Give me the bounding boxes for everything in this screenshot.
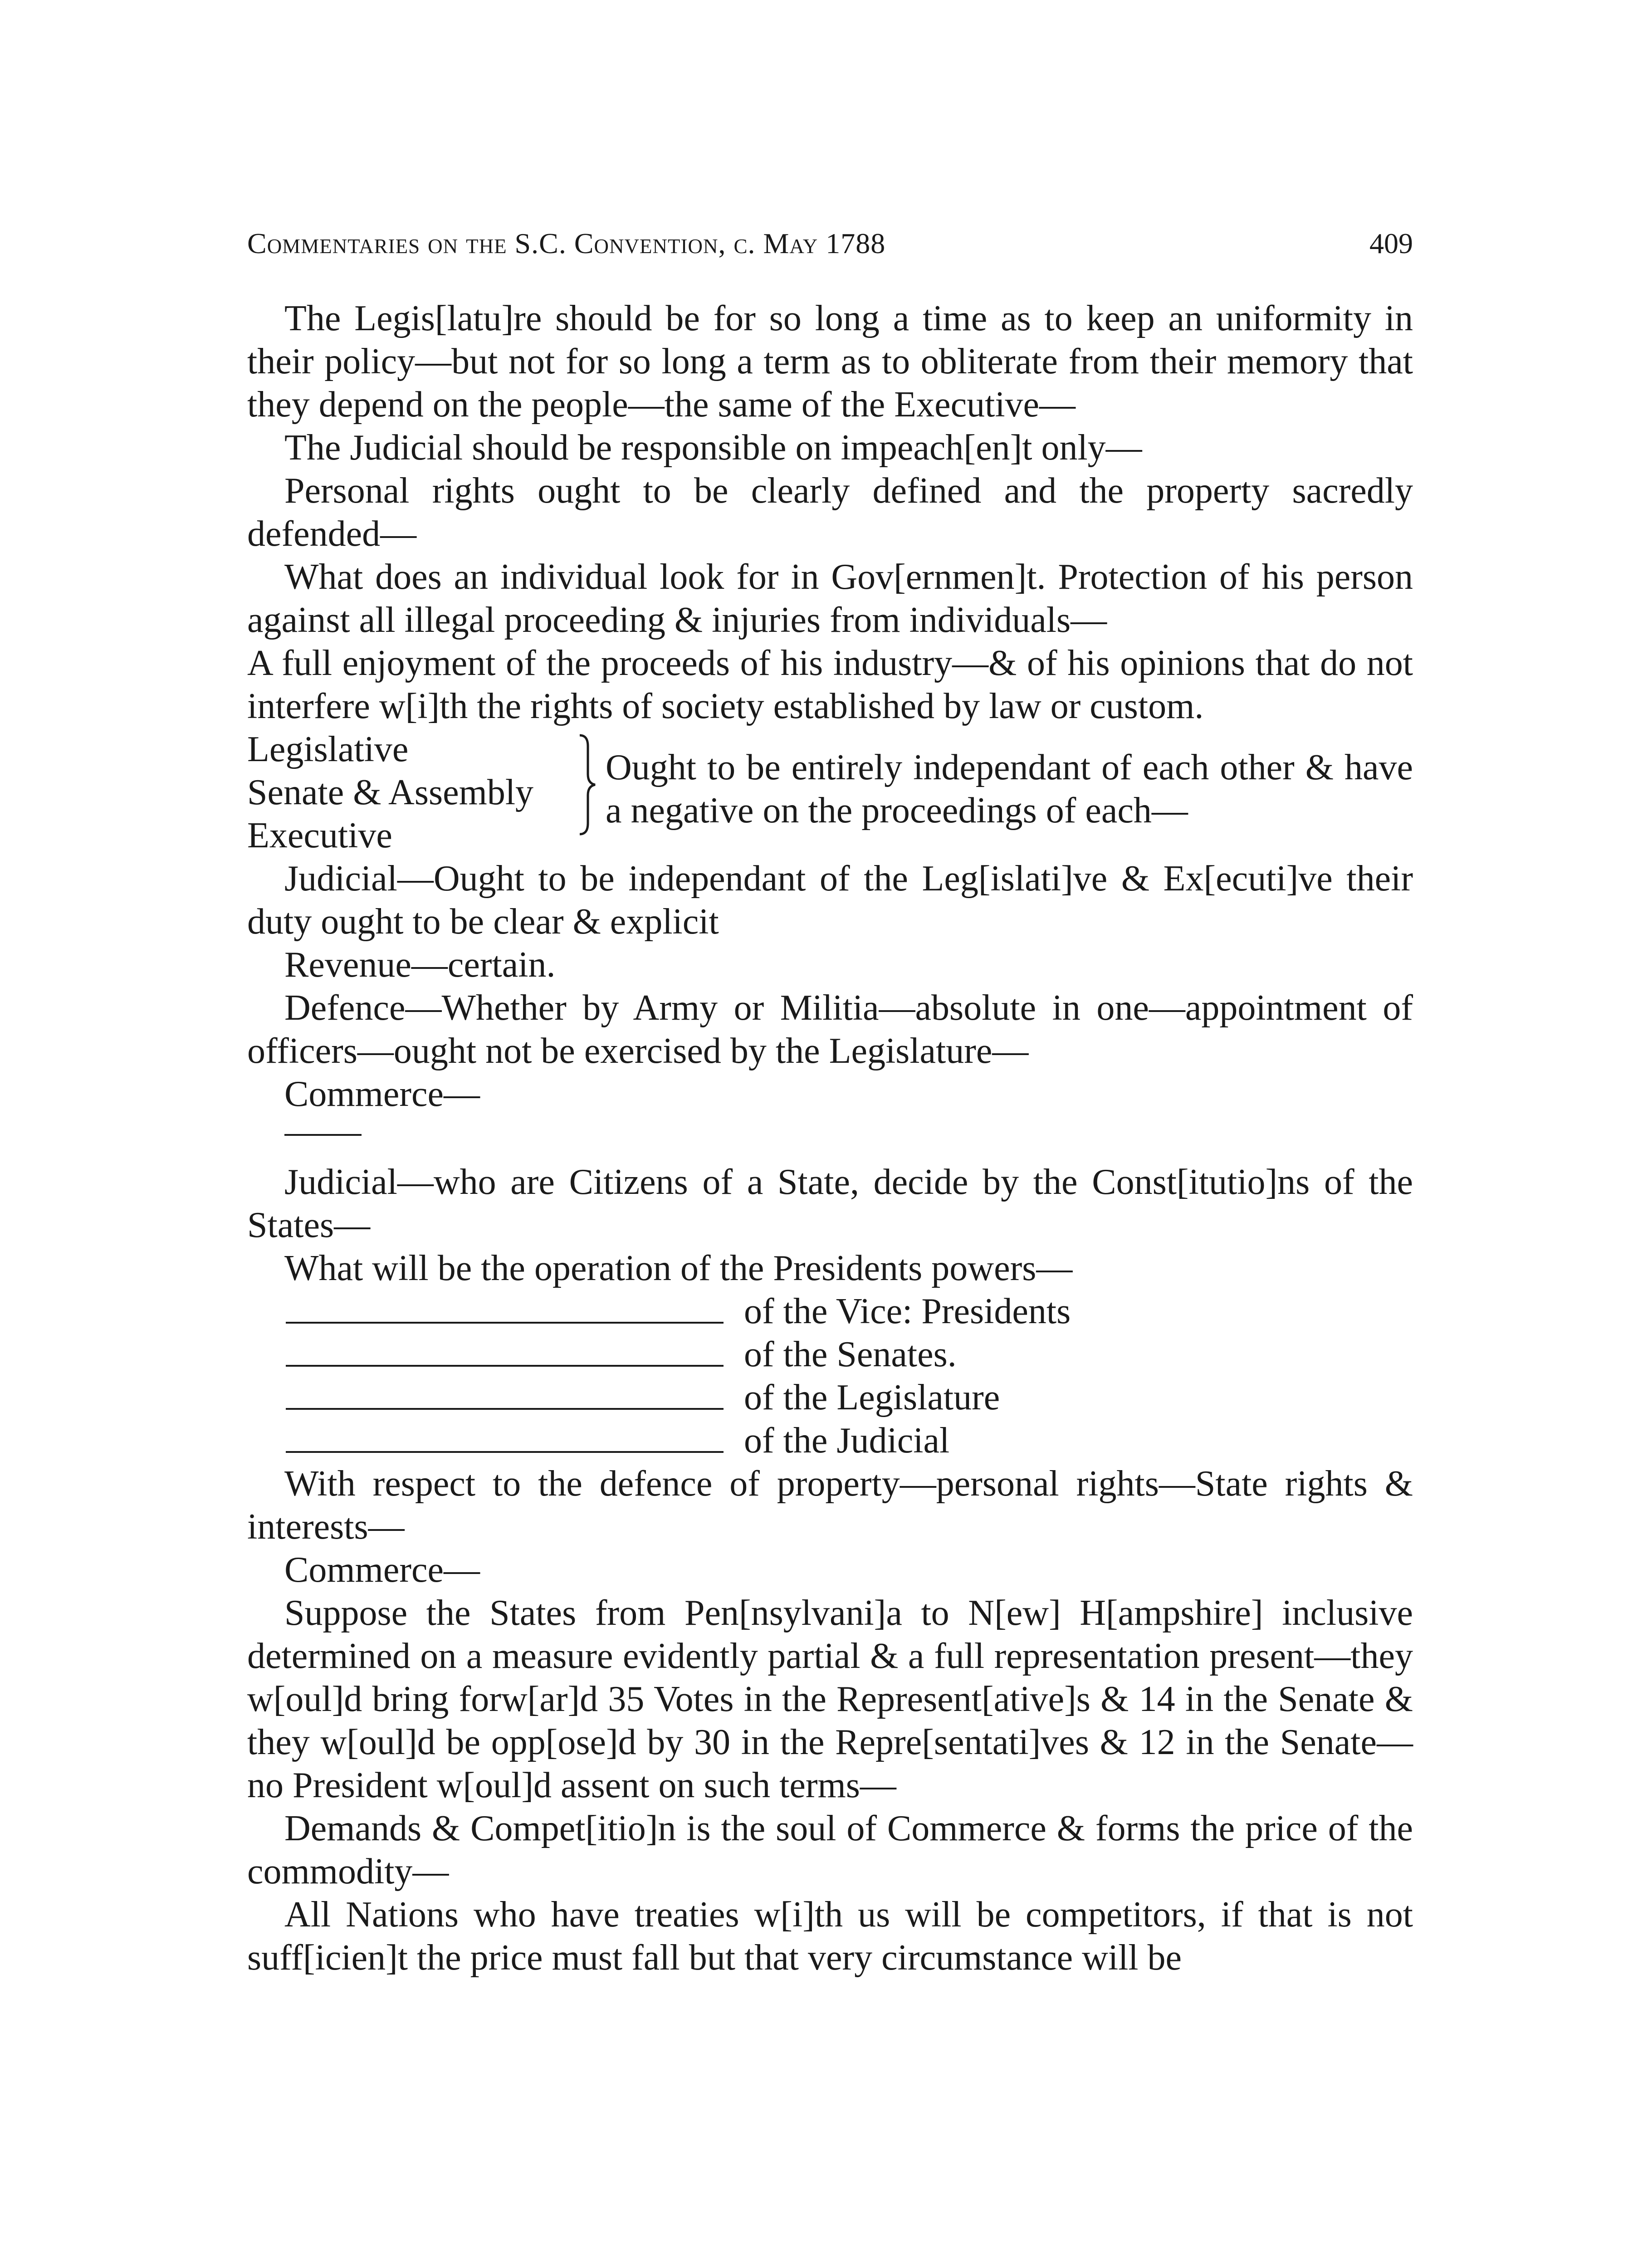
paragraph-suppose-states: Suppose the States from Pen[nsylvani]a to N[ew] H[ampshire] inclusive determined on a measure evidently partial & a full representation present—they w[oul]d bring forw[ar]d 35 Votes in the Represent[ative]s & 14 in the Senate & they w[oul]d be opp[ose]d by 30 in the Repre[sentati]ves & 12 in the Senate—no President w[oul]d assent on such terms—: [247, 1593, 1413, 1805]
curly-brace: [576, 733, 599, 847]
paragraph-judicial-impeachment: The Judicial should be responsible on impeach[en]t only—: [284, 428, 1142, 468]
blank-rule: [286, 1322, 724, 1324]
page-number: 409: [1369, 227, 1413, 259]
paragraph-full-enjoyment: A full enjoyment of the proceeds of his industry—& of his opinions that do not interfere w[i]th the rights of society established by law or custom.: [247, 643, 1413, 726]
blank-rule: [286, 1365, 724, 1367]
branch-senate-assembly: Senate & Assembly: [247, 772, 534, 812]
paragraph-legislature: The Legis[latu]re should be for so long a time as to keep an uniformity in their policy—but not for so long a term as to obliterate from their memory that they depend on the people—the same of the Executive—: [247, 298, 1413, 425]
paragraph-commerce-2: Commerce—: [284, 1550, 480, 1590]
paragraph-individual-government: What does an individual look for in Gov[ernmen]t. Protection of his person against all illegal proceeding & injuries from individuals—: [247, 557, 1413, 640]
blank-line-text: of the Legislature: [744, 1378, 1000, 1418]
blank-rule: [286, 1408, 724, 1410]
blank-line-legislature: [247, 1376, 1413, 1419]
document-body: [247, 297, 1413, 1980]
blank-rule: [286, 1451, 724, 1453]
paragraph-commerce-1: Commerce—: [284, 1074, 480, 1114]
blank-line-senates: [247, 1333, 1413, 1376]
paragraph-demands-competition: Demands & Compet[itio]n is the soul of Commerce & forms the price of the commodity—: [247, 1809, 1413, 1892]
paragraph-defence-of-property: With respect to the defence of property—personal rights—State rights & interests—: [247, 1464, 1413, 1547]
blank-line-text: of the Judicial: [744, 1421, 950, 1461]
blank-line-judicial: [247, 1419, 1413, 1462]
blank-line-vice-presidents: [247, 1290, 1413, 1333]
paragraph-presidents-powers: What will be the operation of the Presidents powers—: [284, 1248, 1073, 1288]
blank-line-text: of the Senates.: [744, 1334, 957, 1374]
blank-line-text: of the Vice: Presidents: [744, 1291, 1071, 1331]
paragraph-personal-rights: Personal rights ought to be clearly defined and the property sacredly defended—: [247, 471, 1413, 554]
branches-brace-block: [247, 728, 1413, 857]
paragraph-judicial-independant: Judicial—Ought to be independant of the Leg[islati]ve & Ex[ecuti]ve their duty ought to be clear & explicit: [247, 859, 1413, 942]
branches-independence-note: Ought to be entirely independant of each other & have a negative on the proceedings of each—: [606, 748, 1413, 831]
page-header: [247, 227, 1413, 272]
paragraph-defence: Defence—Whether by Army or Militia—absolute in one—appointment of officers—ought not be exercised by the Legislature—: [247, 988, 1413, 1071]
branch-executive: Executive: [247, 816, 392, 855]
running-head: Commentaries on the S.C. Convention, c. May 1788: [247, 227, 886, 259]
section-divider: [284, 1134, 362, 1136]
paragraph-revenue: Revenue—certain.: [284, 945, 556, 985]
paragraph-judicial-citizens: Judicial—who are Citizens of a State, decide by the Const[itutio]ns of the States—: [247, 1162, 1413, 1245]
branch-legislative: Legislative: [247, 729, 409, 769]
paragraph-all-nations: All Nations who have treaties w[i]th us will be competitors, if that is not suff[icien]t the price must fall but that very circumstance will be: [247, 1895, 1413, 1978]
page: [247, 227, 1413, 1980]
branches-list: [247, 728, 533, 857]
